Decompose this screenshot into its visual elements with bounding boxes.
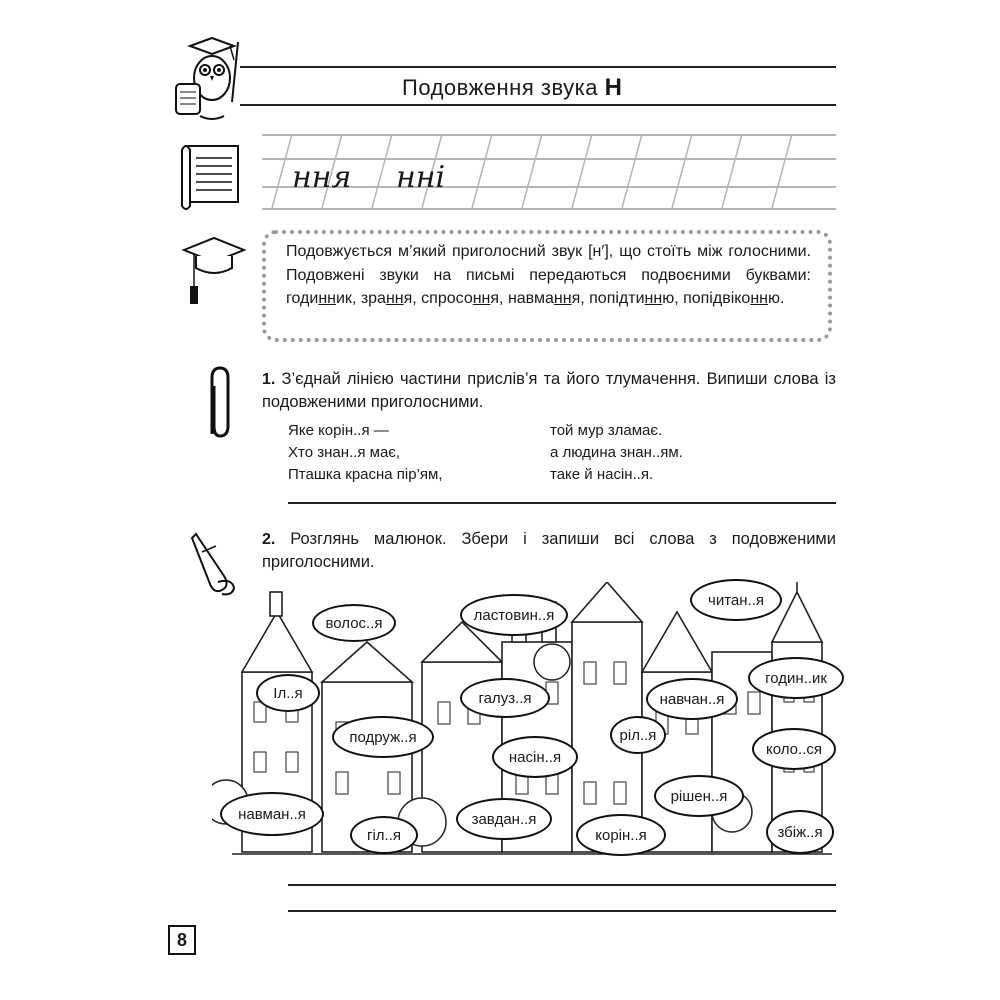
word-bubble: галуз..я (460, 678, 550, 718)
page-title-text: Подовження звука (402, 75, 598, 100)
header-rule-bottom (240, 104, 836, 106)
word-bubble: ріл..я (610, 716, 666, 754)
task-2-text: Розглянь малюнок. Збери і запиши всі слова з подовженими приголосними. (262, 530, 836, 571)
word-bubble: гіл..я (350, 816, 418, 854)
page-number: 8 (168, 925, 196, 955)
word-bubble: Іл..я (256, 674, 320, 712)
proverb-right-1: той мур зламає. (550, 422, 663, 439)
task-1-text: З’єднай лінією частини прислів’я та його тлумачення. Випиши слова із подовженими приголосними. (262, 370, 836, 411)
proverb-left-2: Хто знан..я має, (288, 444, 401, 461)
word-bubble: навман..я (220, 792, 324, 836)
word-bubble: волос..я (312, 604, 396, 642)
page-title-letter: Н (604, 74, 623, 101)
task-2-answer-line-1[interactable] (288, 884, 836, 886)
cursive-sample-1: ння (292, 160, 352, 195)
page-title (402, 74, 622, 102)
word-bubble: завдан..я (456, 798, 552, 840)
cursive-sample-2: нні (396, 160, 446, 195)
task-1-instruction (262, 368, 836, 414)
word-bubble: рішен..я (654, 775, 744, 817)
word-bubble: подруж..я (332, 716, 434, 758)
proverb-right-2: а людина знан..ям. (550, 444, 683, 461)
proverb-left-1: Яке корін..я — (288, 422, 389, 439)
task-2-number: 2. (262, 531, 276, 548)
word-bubble: корін..я (576, 814, 666, 856)
task-1-answer-line[interactable] (288, 502, 836, 504)
word-bubble: навчан..я (646, 678, 738, 720)
word-bubble: читан..я (690, 579, 782, 621)
header-rule-top (240, 66, 836, 68)
word-bubble: насін..я (492, 736, 578, 778)
task-2-answer-line-2[interactable] (288, 910, 836, 912)
proverb-right-3: таке й насін..я. (550, 466, 654, 483)
notebook-icon (178, 140, 250, 217)
word-bubble: збіж..я (766, 810, 834, 854)
graduation-cap-icon (180, 232, 248, 317)
word-bubble: коло..ся (752, 728, 836, 770)
paperclip-icon (200, 364, 240, 449)
proverb-left-3: Пташка красна пір’ям, (288, 466, 443, 483)
task-1-number: 1. (262, 371, 276, 388)
word-bubble: ластовин..я (460, 594, 568, 636)
rule-text: Подовжується м’який приголосний звук [н′], що стоїть між голосними. Подовжені звуки на письмі передаються подвоєними буквами: годинник, зрання, спросоння, навмання, попідтинню, попідвіконню. (286, 243, 811, 307)
word-bubble: годин..ик (748, 657, 844, 699)
owl-scholar-icon (172, 32, 252, 129)
task-2-instruction (262, 528, 836, 574)
